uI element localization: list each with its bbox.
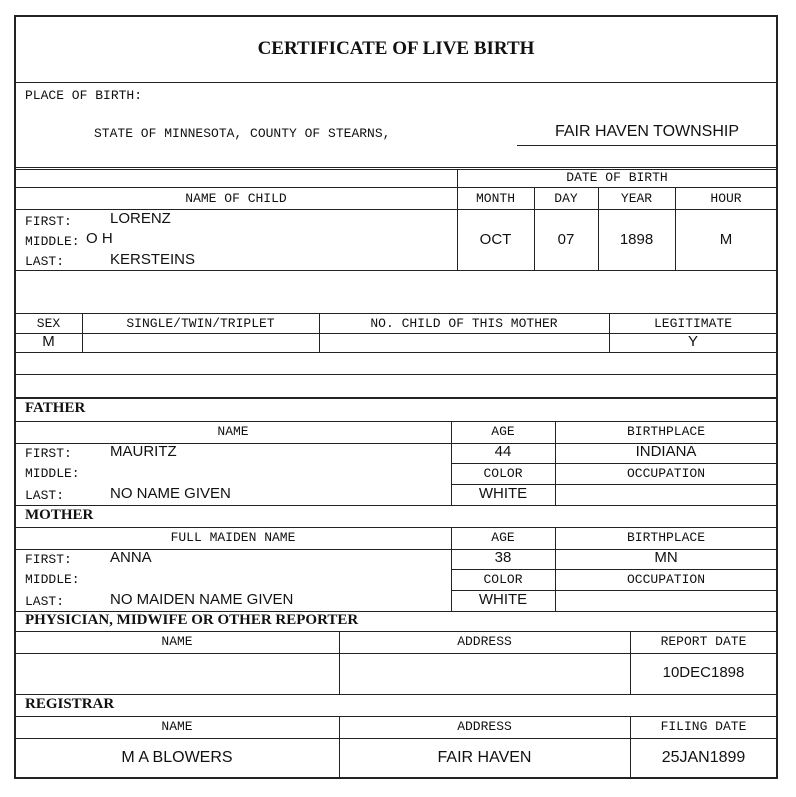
divider xyxy=(15,527,777,528)
divider xyxy=(15,167,777,168)
column-divider xyxy=(630,631,631,694)
father-age: 44 xyxy=(494,443,512,460)
column-divider xyxy=(675,187,676,270)
child-middle-label: MIDDLE: xyxy=(25,234,80,249)
place-of-birth-label: PLACE OF BIRTH: xyxy=(25,88,143,103)
divider xyxy=(451,463,777,464)
divider xyxy=(451,569,777,570)
father-color: WHITE xyxy=(478,485,528,502)
mother-occupation-label: OCCUPATION xyxy=(626,572,705,587)
divider xyxy=(15,313,777,314)
registrar-heading: REGISTRAR xyxy=(25,696,115,712)
column-divider xyxy=(339,631,340,694)
registrar-address-label: ADDRESS xyxy=(457,719,512,734)
state-county-text: STATE OF MINNESOTA, COUNTY OF STEARNS, xyxy=(94,126,391,141)
certificate-title: CERTIFICATE OF LIVE BIRTH xyxy=(257,38,535,59)
year-label: YEAR xyxy=(620,191,653,206)
divider xyxy=(15,716,777,717)
column-divider xyxy=(555,527,556,611)
mother-last-name: NO MAIDEN NAME GIVEN xyxy=(110,591,294,608)
father-heading: FATHER xyxy=(25,400,86,416)
father-birthplace: INDIANA xyxy=(635,443,697,460)
birth-month: OCT xyxy=(479,231,512,248)
registrar-name: M A BLOWERS xyxy=(121,749,233,766)
column-divider xyxy=(339,716,340,777)
township-underline xyxy=(517,145,777,146)
column-divider xyxy=(534,187,535,270)
filing-date: 25JAN1899 xyxy=(661,749,746,766)
sex-label: SEX xyxy=(36,316,61,331)
physician-heading: PHYSICIAN, MIDWIFE OR OTHER REPORTER xyxy=(25,612,359,628)
father-name-label: NAME xyxy=(217,424,249,439)
divider xyxy=(15,187,777,188)
mother-color: WHITE xyxy=(478,591,528,608)
father-middle-label: MIDDLE: xyxy=(25,466,80,481)
name-of-child-label: NAME OF CHILD xyxy=(185,191,287,206)
mother-age-label: AGE xyxy=(491,530,515,545)
divider xyxy=(15,738,777,739)
column-divider xyxy=(451,421,452,505)
month-label: MONTH xyxy=(475,191,515,206)
divider xyxy=(15,352,777,353)
child-number-label: NO. CHILD OF THIS MOTHER xyxy=(370,316,558,331)
day-label: DAY xyxy=(554,191,578,206)
birth-hour: M xyxy=(719,231,733,248)
mother-first-label: FIRST: xyxy=(25,552,72,567)
township-value: FAIR HAVEN TOWNSHIP xyxy=(554,123,740,140)
father-last-label: LAST: xyxy=(25,488,65,503)
divider xyxy=(15,421,777,422)
mother-heading: MOTHER xyxy=(25,507,94,523)
divider xyxy=(15,694,777,695)
column-divider xyxy=(609,313,610,352)
physician-name-label: NAME xyxy=(161,634,193,649)
divider xyxy=(15,397,777,399)
hour-label: HOUR xyxy=(710,191,742,206)
registrar-address: FAIR HAVEN xyxy=(437,749,532,766)
mother-birthplace-label: BIRTHPLACE xyxy=(626,530,705,545)
child-middle-name: O H xyxy=(86,230,113,247)
column-divider xyxy=(82,313,83,352)
divider xyxy=(15,270,777,271)
mother-color-label: COLOR xyxy=(483,572,523,587)
column-divider xyxy=(451,527,452,611)
child-last-name: KERSTEINS xyxy=(110,251,196,268)
divider xyxy=(15,653,777,654)
father-color-label: COLOR xyxy=(483,466,523,481)
report-date-label: REPORT DATE xyxy=(660,634,747,649)
date-of-birth-label: DATE OF BIRTH xyxy=(566,170,668,185)
father-age-label: AGE xyxy=(491,424,515,439)
sex-value: M xyxy=(42,333,55,350)
child-first-label: FIRST: xyxy=(25,214,72,229)
divider xyxy=(15,505,777,506)
legitimate-value: Y xyxy=(687,333,698,350)
physician-address-label: ADDRESS xyxy=(457,634,512,649)
column-divider xyxy=(630,716,631,777)
father-birthplace-label: BIRTHPLACE xyxy=(626,424,705,439)
column-divider xyxy=(555,421,556,505)
mother-middle-label: MIDDLE: xyxy=(25,572,80,587)
child-first-name: LORENZ xyxy=(110,210,171,227)
column-divider xyxy=(319,313,320,352)
report-date: 10DEC1898 xyxy=(662,664,745,681)
column-divider xyxy=(457,169,458,270)
legitimate-label: LEGITIMATE xyxy=(653,316,732,331)
father-last-name: NO NAME GIVEN xyxy=(110,485,231,502)
filing-date-label: FILING DATE xyxy=(660,719,747,734)
father-occupation-label: OCCUPATION xyxy=(626,466,705,481)
column-divider xyxy=(598,187,599,270)
mother-birthplace: MN xyxy=(654,549,678,566)
mother-name-label: FULL MAIDEN NAME xyxy=(170,530,296,545)
plurality-label: SINGLE/TWIN/TRIPLET xyxy=(126,316,275,331)
mother-first-name: ANNA xyxy=(110,549,152,566)
birth-year: 1898 xyxy=(619,231,654,248)
registrar-name-label: NAME xyxy=(161,719,193,734)
birth-day: 07 xyxy=(557,231,575,248)
child-last-label: LAST: xyxy=(25,254,65,269)
mother-last-label: LAST: xyxy=(25,594,65,609)
father-first-label: FIRST: xyxy=(25,446,72,461)
divider xyxy=(15,82,777,83)
divider xyxy=(15,374,777,375)
mother-age: 38 xyxy=(494,549,512,566)
divider xyxy=(15,631,777,632)
father-first-name: MAURITZ xyxy=(110,443,177,460)
